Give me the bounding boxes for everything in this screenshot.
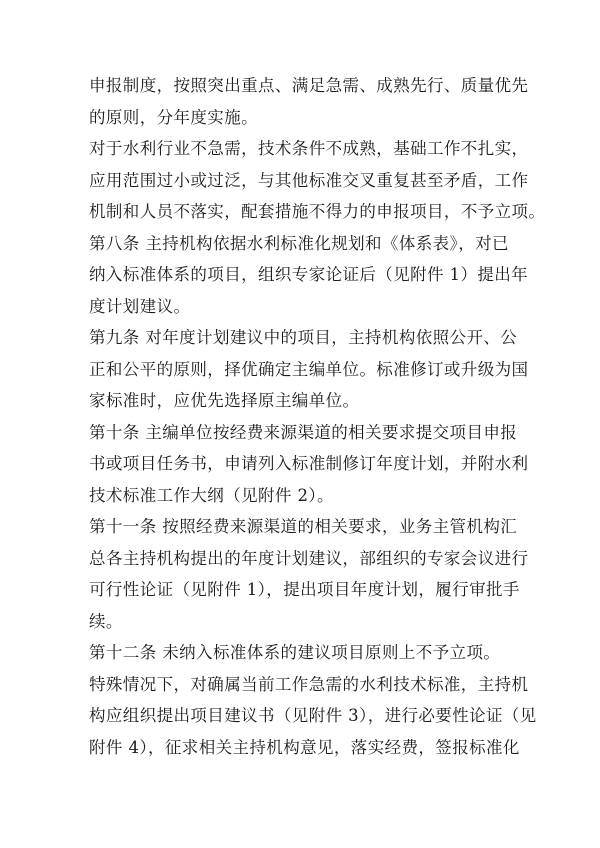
article-10-line: 第十条 主编单位按经费来源渠道的相关要求提交项目申报 xyxy=(89,422,518,442)
text-line: 正和公平的原则，择优确定主编单位。标准修订或升级为国 xyxy=(89,359,529,379)
body-text xyxy=(89,70,546,763)
text-line: 家标准时，应优先选择原主编单位。 xyxy=(89,391,360,410)
text-line: 附件 4），征求相关主持机构意见，落实经费，签报标准化 xyxy=(89,737,520,757)
text-line: 对于水利行业不急需，技术条件不成熟，基础工作不扎实， xyxy=(89,139,529,158)
text-line: 申报制度，按照突出重点、满足急需、成熟先行、质量优先 xyxy=(89,76,529,95)
text-line: 可行性论证（见附件 1），提出项目年度计划，履行审批手 xyxy=(89,580,520,599)
article-11-line: 第十一条 按照经费来源渠道的相关要求，业务主管机构汇 xyxy=(89,517,518,536)
text-line: 书或项目任务书，申请列入标准制修订年度计划，并附水利 xyxy=(89,454,529,473)
article-8-line: 第八条 主持机构依据水利标准化规划和《体系表》，对已 xyxy=(89,233,509,253)
text-line: 续。 xyxy=(89,611,123,631)
text-line: 纳入标准体系的项目，组织专家论证后（见附件 1）提出年 xyxy=(89,265,529,284)
article-9-line: 第九条 对年度计划建议中的项目，主持机构依照公开、公 xyxy=(89,328,518,347)
text-line: 特殊情况下，对确属当前工作急需的水利技术标准，主持机 xyxy=(89,674,529,694)
text-line: 度计划建议。 xyxy=(89,296,191,316)
text-line: 机制和人员不落实，配套措施不得力的申报项目，不予立项。 xyxy=(89,202,546,221)
text-line: 技术标准工作大纲（见附件 2）。 xyxy=(89,485,334,505)
text-line: 应用范围过小或过泛，与其他标准交叉重复甚至矛盾，工作 xyxy=(89,170,529,190)
article-12-line: 第十二条 未纳入标准体系的建议项目原则上不予立项。 xyxy=(89,643,501,662)
text-line: 的原则，分年度实施。 xyxy=(89,107,258,127)
text-line: 构应组织提出项目建议书（见附件 3），进行必要性论证（见 xyxy=(89,706,537,725)
text-line: 总各主持机构提出的年度计划建议，部组织的专家会议进行 xyxy=(89,548,529,568)
